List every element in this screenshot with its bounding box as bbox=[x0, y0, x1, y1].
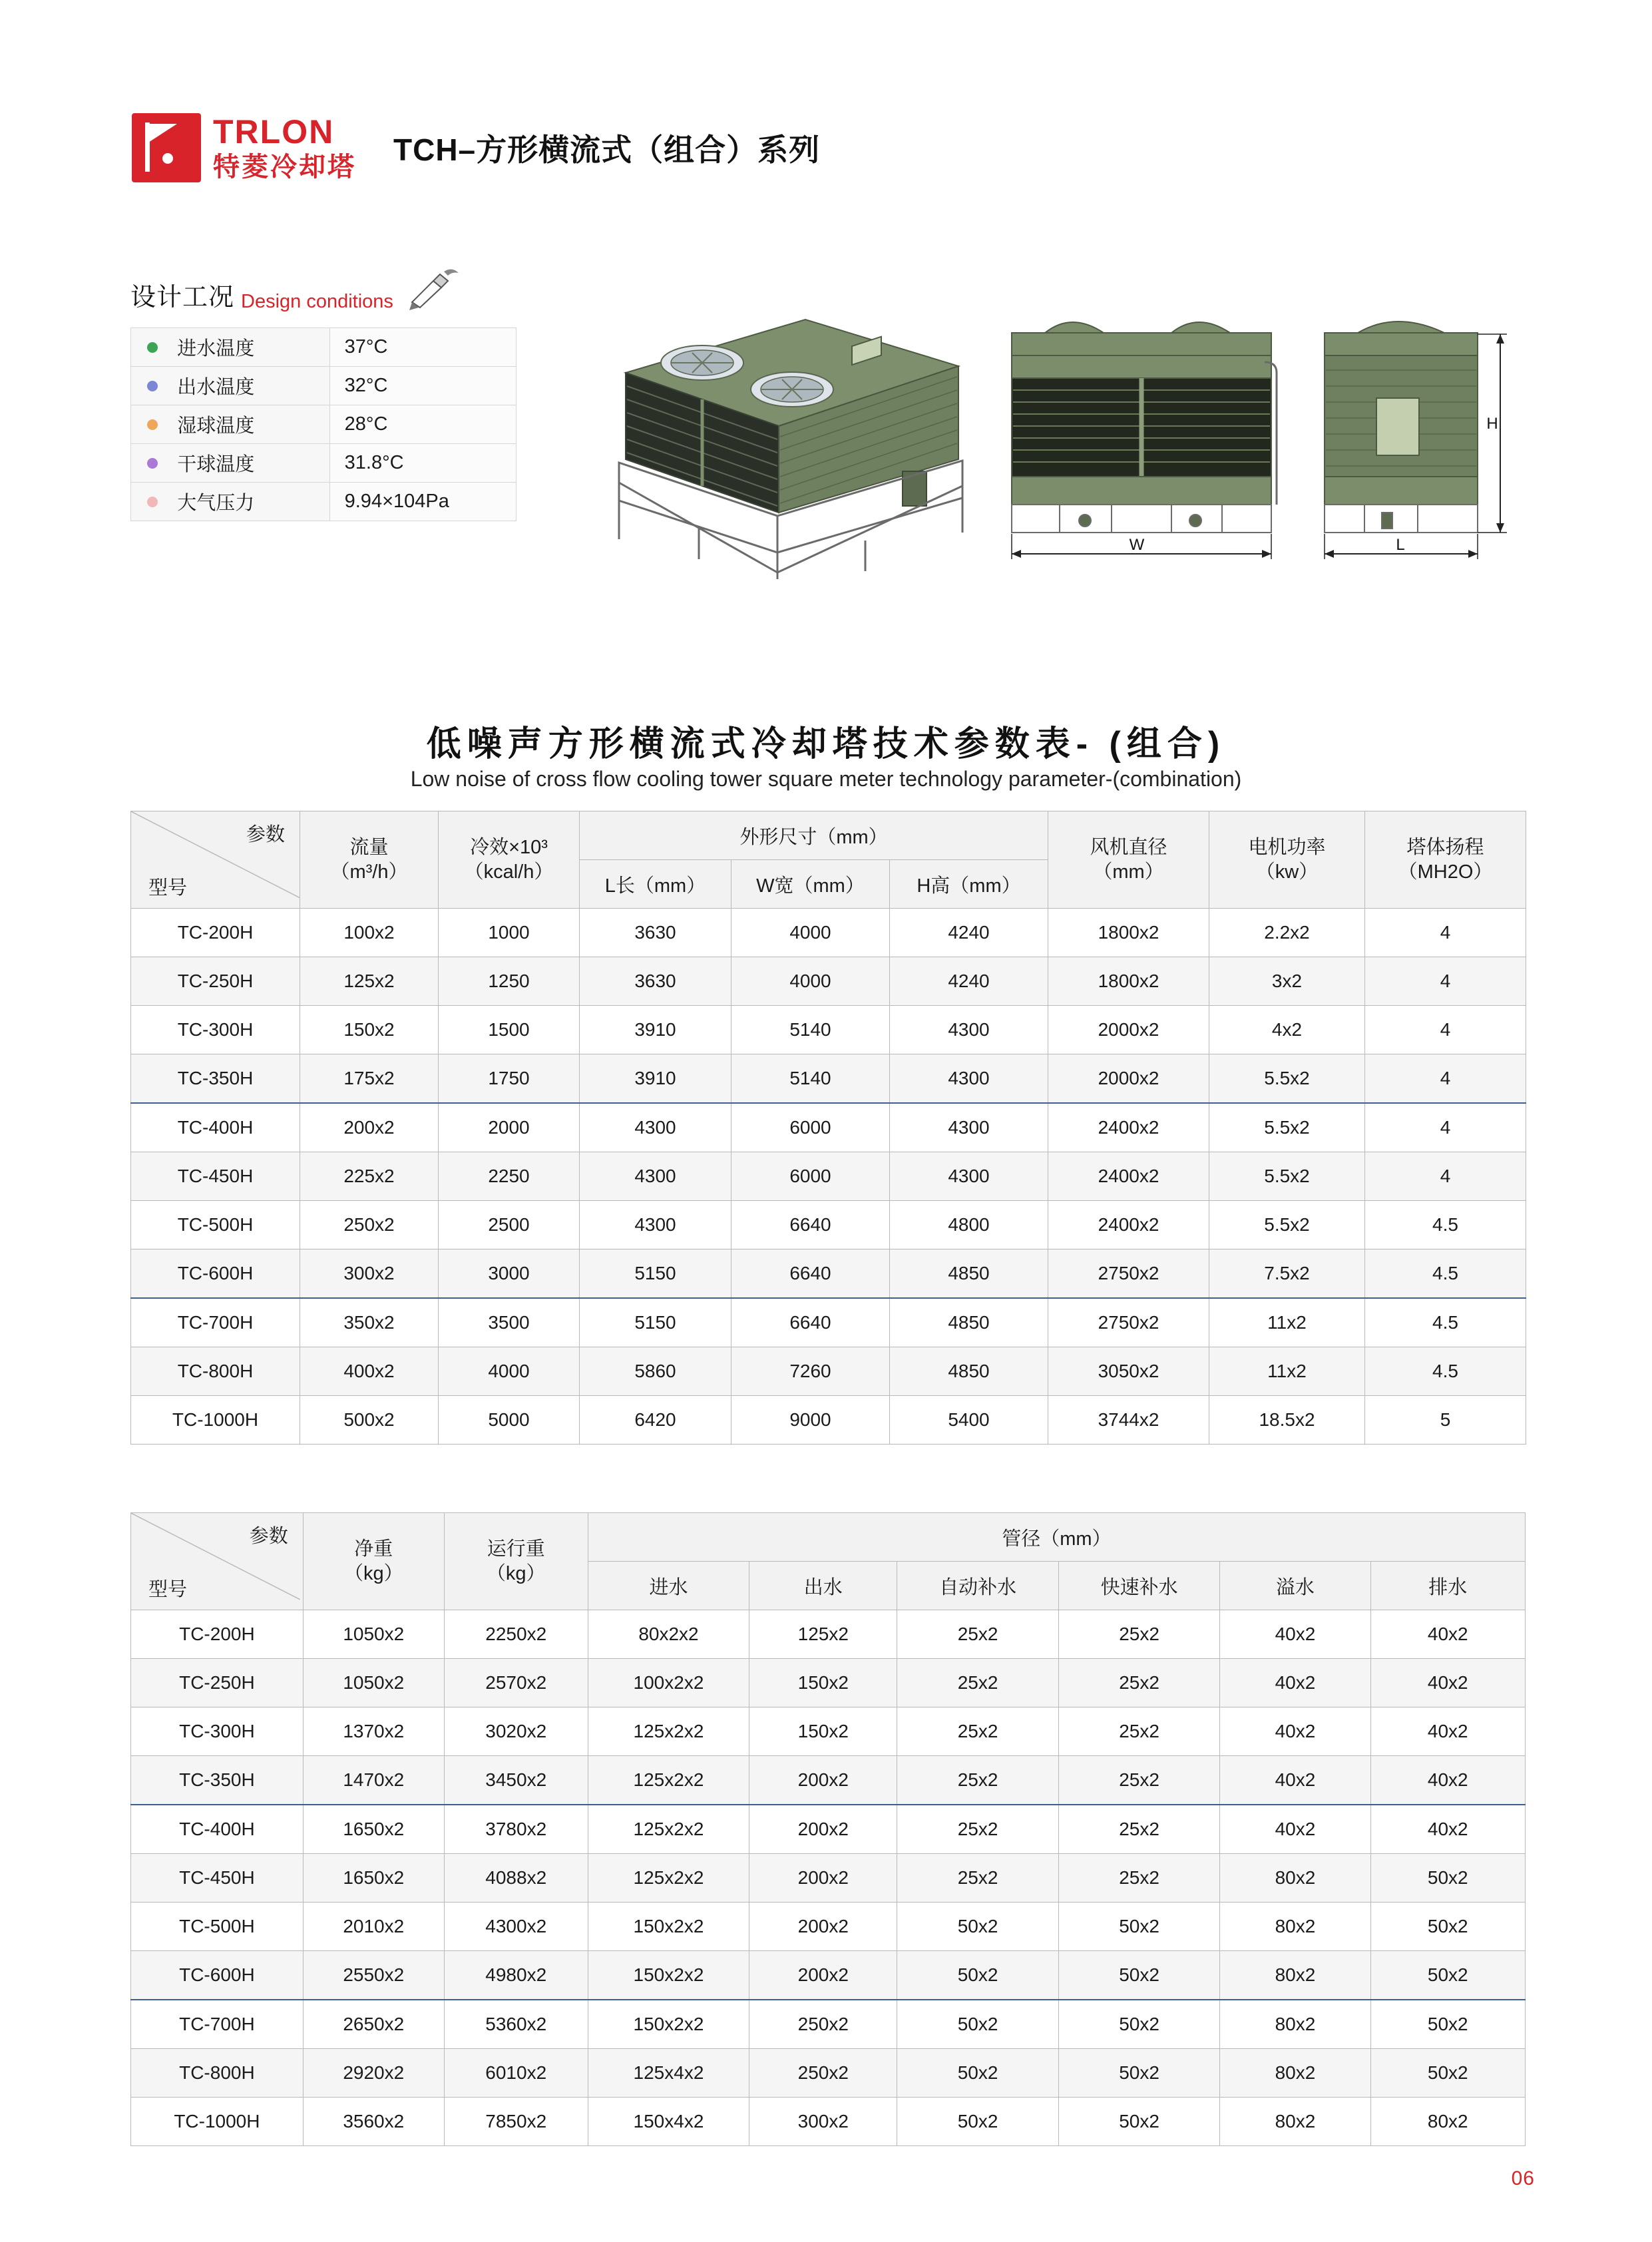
header-net-weight: 净重 （kg） bbox=[303, 1513, 444, 1610]
cell-drain: 50x2 bbox=[1370, 1903, 1525, 1951]
cell-model: TC-300H bbox=[131, 1707, 304, 1756]
cell-head: 4.5 bbox=[1365, 1249, 1526, 1299]
corner-param-label: 参数 bbox=[249, 1526, 288, 1547]
cell-outlet: 200x2 bbox=[749, 1756, 897, 1805]
cell-quick-fill: 25x2 bbox=[1058, 1610, 1220, 1659]
cell-auto-fill: 25x2 bbox=[897, 1707, 1059, 1756]
cell-motor: 11x2 bbox=[1209, 1347, 1365, 1396]
cell-cooling: 2250 bbox=[439, 1152, 580, 1201]
cell-dim-w: 6640 bbox=[731, 1298, 890, 1347]
condition-label: 大气压力 bbox=[173, 483, 329, 521]
cell-model: TC-500H bbox=[131, 1201, 300, 1249]
table-row bbox=[131, 1805, 1526, 1854]
table-row bbox=[131, 2098, 1526, 2146]
header-cooling: 冷效×10³ （kcal/h） bbox=[439, 811, 580, 909]
table-row bbox=[131, 1756, 1526, 1805]
cell-overflow: 40x2 bbox=[1220, 1805, 1370, 1854]
cell-fan: 2400x2 bbox=[1048, 1103, 1209, 1152]
header-quick-fill: 快速补水 bbox=[1058, 1562, 1220, 1610]
cell-head: 4.5 bbox=[1365, 1347, 1526, 1396]
table-row bbox=[131, 405, 516, 444]
cell-overflow: 40x2 bbox=[1220, 1659, 1370, 1707]
cell-dim-h: 4300 bbox=[890, 1152, 1048, 1201]
cell-outlet: 200x2 bbox=[749, 1951, 897, 2000]
svg-text:W: W bbox=[1129, 536, 1145, 554]
header-dimensions-group: 外形尺寸（mm） bbox=[580, 811, 1048, 860]
header-overflow: 溢水 bbox=[1220, 1562, 1370, 1610]
bullet-icon bbox=[131, 405, 174, 444]
cell-motor: 4x2 bbox=[1209, 1006, 1365, 1054]
cell-model: TC-1000H bbox=[131, 1396, 300, 1445]
table-row bbox=[131, 1201, 1526, 1249]
cell-overflow: 80x2 bbox=[1220, 1903, 1370, 1951]
cell-net-weight: 2920x2 bbox=[303, 2049, 444, 2098]
cell-outlet: 200x2 bbox=[749, 1854, 897, 1903]
condition-value: 28°C bbox=[329, 405, 516, 444]
cell-net-weight: 1370x2 bbox=[303, 1707, 444, 1756]
page-header bbox=[132, 113, 820, 182]
cell-model: TC-350H bbox=[131, 1054, 300, 1104]
cell-flow: 175x2 bbox=[300, 1054, 439, 1104]
condition-value: 9.94×104Pa bbox=[329, 483, 516, 521]
table-row bbox=[131, 1152, 1526, 1201]
cell-model: TC-800H bbox=[131, 2049, 304, 2098]
cell-dim-h: 5400 bbox=[890, 1396, 1048, 1445]
cell-cooling: 1750 bbox=[439, 1054, 580, 1104]
cell-head: 4 bbox=[1365, 909, 1526, 957]
design-conditions bbox=[130, 273, 570, 521]
cell-inlet: 80x2x2 bbox=[588, 1610, 749, 1659]
header-motor-power: 电机功率 （kw） bbox=[1209, 811, 1365, 909]
cell-dim-l: 3630 bbox=[580, 909, 731, 957]
cell-model: TC-800H bbox=[131, 1347, 300, 1396]
cell-cooling: 3500 bbox=[439, 1298, 580, 1347]
cell-drain: 50x2 bbox=[1370, 2049, 1525, 2098]
cell-fan: 1800x2 bbox=[1048, 957, 1209, 1006]
cell-dim-l: 3910 bbox=[580, 1054, 731, 1104]
header-fan-diameter: 风机直径 （mm） bbox=[1048, 811, 1209, 909]
cell-cooling: 5000 bbox=[439, 1396, 580, 1445]
cell-running-weight: 4300x2 bbox=[444, 1903, 588, 1951]
cell-flow: 300x2 bbox=[300, 1249, 439, 1299]
cell-head: 4 bbox=[1365, 1152, 1526, 1201]
cell-model: TC-400H bbox=[131, 1103, 300, 1152]
cell-flow: 400x2 bbox=[300, 1347, 439, 1396]
cell-dim-h: 4850 bbox=[890, 1249, 1048, 1299]
table-row bbox=[131, 1610, 1526, 1659]
cell-drain: 50x2 bbox=[1370, 2000, 1525, 2049]
cell-running-weight: 3780x2 bbox=[444, 1805, 588, 1854]
cell-fan: 2400x2 bbox=[1048, 1201, 1209, 1249]
cell-dim-w: 6000 bbox=[731, 1152, 890, 1201]
cell-motor: 18.5x2 bbox=[1209, 1396, 1365, 1445]
cell-quick-fill: 50x2 bbox=[1058, 2000, 1220, 2049]
corner-param-label: 参数 bbox=[246, 824, 285, 845]
cell-inlet: 125x4x2 bbox=[588, 2049, 749, 2098]
cell-quick-fill: 50x2 bbox=[1058, 1951, 1220, 2000]
table-row bbox=[131, 2049, 1526, 2098]
condition-label: 出水温度 bbox=[173, 367, 329, 405]
cell-cooling: 2500 bbox=[439, 1201, 580, 1249]
cell-fan: 2400x2 bbox=[1048, 1152, 1209, 1201]
bullet-icon bbox=[131, 328, 174, 367]
cell-dim-l: 5150 bbox=[580, 1249, 731, 1299]
table-row bbox=[131, 1854, 1526, 1903]
cell-motor: 2.2x2 bbox=[1209, 909, 1365, 957]
tower-side-elevation bbox=[1325, 322, 1507, 559]
cell-cooling: 1250 bbox=[439, 957, 580, 1006]
cell-model: TC-250H bbox=[131, 1659, 304, 1707]
cell-auto-fill: 25x2 bbox=[897, 1805, 1059, 1854]
design-conditions-table bbox=[130, 328, 516, 521]
page-title: TCH–方形横流式（组合）系列 bbox=[393, 132, 821, 167]
cell-overflow: 80x2 bbox=[1220, 2098, 1370, 2146]
cell-flow: 100x2 bbox=[300, 909, 439, 957]
cell-drain: 40x2 bbox=[1370, 1610, 1525, 1659]
cell-dim-w: 4000 bbox=[731, 957, 890, 1006]
cell-drain: 40x2 bbox=[1370, 1707, 1525, 1756]
header-dim-w: W宽（mm） bbox=[731, 860, 890, 909]
cell-outlet: 200x2 bbox=[749, 1805, 897, 1854]
cell-motor: 3x2 bbox=[1209, 957, 1365, 1006]
cell-overflow: 80x2 bbox=[1220, 1854, 1370, 1903]
cell-quick-fill: 50x2 bbox=[1058, 1903, 1220, 1951]
bullet-icon bbox=[131, 367, 174, 405]
cell-running-weight: 6010x2 bbox=[444, 2049, 588, 2098]
cell-motor: 5.5x2 bbox=[1209, 1201, 1365, 1249]
cell-auto-fill: 50x2 bbox=[897, 1903, 1059, 1951]
cell-model: TC-600H bbox=[131, 1249, 300, 1299]
cell-cooling: 1000 bbox=[439, 909, 580, 957]
cell-quick-fill: 25x2 bbox=[1058, 1805, 1220, 1854]
cell-drain: 40x2 bbox=[1370, 1805, 1525, 1854]
condition-value: 31.8°C bbox=[329, 444, 516, 483]
cell-head: 4 bbox=[1365, 957, 1526, 1006]
cell-motor: 5.5x2 bbox=[1209, 1152, 1365, 1201]
table-row bbox=[131, 328, 516, 367]
svg-text:H: H bbox=[1486, 415, 1498, 433]
cell-dim-w: 9000 bbox=[731, 1396, 890, 1445]
cell-model: TC-350H bbox=[131, 1756, 304, 1805]
cell-net-weight: 1470x2 bbox=[303, 1756, 444, 1805]
cell-fan: 1800x2 bbox=[1048, 909, 1209, 957]
cell-quick-fill: 25x2 bbox=[1058, 1854, 1220, 1903]
cell-dim-w: 5140 bbox=[731, 1006, 890, 1054]
header-tower-head: 塔体扬程 （MH2O） bbox=[1365, 811, 1526, 909]
cell-model: TC-250H bbox=[131, 957, 300, 1006]
cell-dim-w: 5140 bbox=[731, 1054, 890, 1104]
cell-head: 4 bbox=[1365, 1006, 1526, 1054]
cell-inlet: 150x2x2 bbox=[588, 2000, 749, 2049]
cell-outlet: 150x2 bbox=[749, 1707, 897, 1756]
condition-label: 干球温度 bbox=[173, 444, 329, 483]
table-row bbox=[131, 483, 516, 521]
cell-model: TC-700H bbox=[131, 2000, 304, 2049]
cell-motor: 5.5x2 bbox=[1209, 1103, 1365, 1152]
cell-flow: 200x2 bbox=[300, 1103, 439, 1152]
cell-quick-fill: 25x2 bbox=[1058, 1707, 1220, 1756]
corner-model-label: 型号 bbox=[148, 1579, 188, 1600]
cell-flow: 250x2 bbox=[300, 1201, 439, 1249]
cell-dim-l: 3910 bbox=[580, 1006, 731, 1054]
brand-name-en: TRLON bbox=[213, 113, 335, 150]
cell-drain: 50x2 bbox=[1370, 1854, 1525, 1903]
cell-outlet: 125x2 bbox=[749, 1610, 897, 1659]
cell-motor: 7.5x2 bbox=[1209, 1249, 1365, 1299]
cell-drain: 50x2 bbox=[1370, 1951, 1525, 2000]
cell-cooling: 3000 bbox=[439, 1249, 580, 1299]
brand-logo bbox=[132, 113, 356, 182]
svg-text:L: L bbox=[1396, 536, 1405, 554]
logo-flag-icon bbox=[132, 113, 201, 182]
cell-outlet: 300x2 bbox=[749, 2098, 897, 2146]
cell-inlet: 125x2x2 bbox=[588, 1756, 749, 1805]
cell-dim-h: 4300 bbox=[890, 1103, 1048, 1152]
brand-name-cn: 特菱冷却塔 bbox=[213, 152, 356, 182]
cell-running-weight: 3020x2 bbox=[444, 1707, 588, 1756]
table-row bbox=[131, 1707, 1526, 1756]
cell-cooling: 1500 bbox=[439, 1006, 580, 1054]
header-pipe-group: 管径（mm） bbox=[588, 1513, 1525, 1562]
page-number: 06 bbox=[1511, 2167, 1535, 2189]
cell-quick-fill: 25x2 bbox=[1058, 1756, 1220, 1805]
table-row bbox=[131, 1347, 1526, 1396]
product-illustrations bbox=[586, 293, 1531, 579]
tower-front-elevation bbox=[1012, 322, 1277, 559]
cell-dim-l: 4300 bbox=[580, 1152, 731, 1201]
cell-flow: 500x2 bbox=[300, 1396, 439, 1445]
header-outlet: 出水 bbox=[749, 1562, 897, 1610]
cell-net-weight: 1650x2 bbox=[303, 1805, 444, 1854]
cell-auto-fill: 50x2 bbox=[897, 2098, 1059, 2146]
cell-model: TC-200H bbox=[131, 1610, 304, 1659]
cell-net-weight: 2010x2 bbox=[303, 1903, 444, 1951]
spec-table-weights-pipes bbox=[130, 1512, 1526, 2146]
cell-flow: 225x2 bbox=[300, 1152, 439, 1201]
cell-head: 4 bbox=[1365, 1054, 1526, 1104]
cell-quick-fill: 50x2 bbox=[1058, 2049, 1220, 2098]
cell-head: 4 bbox=[1365, 1103, 1526, 1152]
cell-cooling: 4000 bbox=[439, 1347, 580, 1396]
cell-running-weight: 4088x2 bbox=[444, 1854, 588, 1903]
cell-dim-h: 4240 bbox=[890, 957, 1048, 1006]
condition-label: 湿球温度 bbox=[173, 405, 329, 444]
cell-auto-fill: 50x2 bbox=[897, 2000, 1059, 2049]
cell-outlet: 250x2 bbox=[749, 2000, 897, 2049]
table-row bbox=[131, 1103, 1526, 1152]
cell-inlet: 150x2x2 bbox=[588, 1903, 749, 1951]
condition-value: 37°C bbox=[329, 328, 516, 367]
cell-dim-l: 4300 bbox=[580, 1103, 731, 1152]
table-row bbox=[131, 957, 1526, 1006]
condition-label: 进水温度 bbox=[173, 328, 329, 367]
cell-cooling: 2000 bbox=[439, 1103, 580, 1152]
cell-dim-w: 6640 bbox=[731, 1201, 890, 1249]
cell-net-weight: 2650x2 bbox=[303, 2000, 444, 2049]
cell-head: 4.5 bbox=[1365, 1201, 1526, 1249]
header-flow: 流量 （m³/h） bbox=[300, 811, 439, 909]
table-row bbox=[131, 2000, 1526, 2049]
cell-running-weight: 7850x2 bbox=[444, 2098, 588, 2146]
design-conditions-title-cn: 设计工况 bbox=[130, 284, 235, 312]
cell-outlet: 150x2 bbox=[749, 1659, 897, 1707]
cell-flow: 350x2 bbox=[300, 1298, 439, 1347]
cell-drain: 80x2 bbox=[1370, 2098, 1525, 2146]
cell-overflow: 40x2 bbox=[1220, 1610, 1370, 1659]
cell-outlet: 250x2 bbox=[749, 2049, 897, 2098]
cell-head: 4.5 bbox=[1365, 1298, 1526, 1347]
tower-3d-view bbox=[619, 320, 962, 579]
cell-fan: 2000x2 bbox=[1048, 1054, 1209, 1104]
table-row bbox=[131, 1396, 1526, 1445]
cell-running-weight: 5360x2 bbox=[444, 2000, 588, 2049]
header-inlet: 进水 bbox=[588, 1562, 749, 1610]
header-drain: 排水 bbox=[1370, 1562, 1525, 1610]
header-dim-l: L长（mm） bbox=[580, 860, 731, 909]
cell-drain: 40x2 bbox=[1370, 1659, 1525, 1707]
cell-auto-fill: 25x2 bbox=[897, 1756, 1059, 1805]
corner-model-label: 型号 bbox=[148, 877, 188, 899]
cell-dim-h: 4850 bbox=[890, 1298, 1048, 1347]
cell-outlet: 200x2 bbox=[749, 1903, 897, 1951]
cell-running-weight: 4980x2 bbox=[444, 1951, 588, 2000]
cell-dim-w: 7260 bbox=[731, 1347, 890, 1396]
cell-model: TC-200H bbox=[131, 909, 300, 957]
header-dim-h: H高（mm） bbox=[890, 860, 1048, 909]
table-row bbox=[131, 909, 1526, 957]
cell-head: 5 bbox=[1365, 1396, 1526, 1445]
cell-net-weight: 1650x2 bbox=[303, 1854, 444, 1903]
cell-dim-h: 4240 bbox=[890, 909, 1048, 957]
section-title-cn: 低噪声方形横流式冷却塔技术参数表- (组合) bbox=[426, 725, 1226, 764]
cell-motor: 11x2 bbox=[1209, 1298, 1365, 1347]
cell-inlet: 100x2x2 bbox=[588, 1659, 749, 1707]
cell-net-weight: 1050x2 bbox=[303, 1659, 444, 1707]
cell-auto-fill: 25x2 bbox=[897, 1854, 1059, 1903]
cell-overflow: 80x2 bbox=[1220, 2000, 1370, 2049]
cell-dim-w: 4000 bbox=[731, 909, 890, 957]
table-row bbox=[131, 444, 516, 483]
header-auto-fill: 自动补水 bbox=[897, 1562, 1059, 1610]
table-row bbox=[131, 367, 516, 405]
cell-auto-fill: 25x2 bbox=[897, 1659, 1059, 1707]
table-row bbox=[131, 1951, 1526, 2000]
cell-model: TC-450H bbox=[131, 1854, 304, 1903]
table-row bbox=[131, 1298, 1526, 1347]
cell-model: TC-700H bbox=[131, 1298, 300, 1347]
table-corner-header bbox=[131, 811, 300, 909]
cell-dim-l: 5150 bbox=[580, 1298, 731, 1347]
cell-dim-h: 4800 bbox=[890, 1201, 1048, 1249]
cell-dim-l: 5860 bbox=[580, 1347, 731, 1396]
cell-model: TC-400H bbox=[131, 1805, 304, 1854]
table-row bbox=[131, 1006, 1526, 1054]
cell-dim-l: 6420 bbox=[580, 1396, 731, 1445]
table-corner-header bbox=[131, 1513, 304, 1610]
cell-model: TC-450H bbox=[131, 1152, 300, 1201]
cell-net-weight: 2550x2 bbox=[303, 1951, 444, 2000]
bullet-icon bbox=[131, 444, 174, 483]
cell-auto-fill: 50x2 bbox=[897, 1951, 1059, 2000]
cell-overflow: 40x2 bbox=[1220, 1756, 1370, 1805]
cell-motor: 5.5x2 bbox=[1209, 1054, 1365, 1104]
cell-dim-h: 4850 bbox=[890, 1347, 1048, 1396]
cell-running-weight: 3450x2 bbox=[444, 1756, 588, 1805]
cell-dim-w: 6000 bbox=[731, 1103, 890, 1152]
cell-drain: 40x2 bbox=[1370, 1756, 1525, 1805]
cell-inlet: 150x4x2 bbox=[588, 2098, 749, 2146]
cell-quick-fill: 50x2 bbox=[1058, 2098, 1220, 2146]
design-conditions-title-en: Design conditions bbox=[241, 291, 393, 312]
condition-value: 32°C bbox=[329, 367, 516, 405]
cell-fan: 2750x2 bbox=[1048, 1298, 1209, 1347]
cell-inlet: 150x2x2 bbox=[588, 1951, 749, 2000]
cell-inlet: 125x2x2 bbox=[588, 1854, 749, 1903]
cell-overflow: 80x2 bbox=[1220, 2049, 1370, 2098]
cell-model: TC-300H bbox=[131, 1006, 300, 1054]
spec-table-dimensions bbox=[130, 811, 1526, 1445]
cell-auto-fill: 50x2 bbox=[897, 2049, 1059, 2098]
cell-fan: 2750x2 bbox=[1048, 1249, 1209, 1299]
pencil-icon bbox=[404, 273, 457, 313]
cell-overflow: 80x2 bbox=[1220, 1951, 1370, 2000]
cell-model: TC-1000H bbox=[131, 2098, 304, 2146]
cell-net-weight: 3560x2 bbox=[303, 2098, 444, 2146]
cell-model: TC-500H bbox=[131, 1903, 304, 1951]
cell-fan: 2000x2 bbox=[1048, 1006, 1209, 1054]
cell-fan: 3050x2 bbox=[1048, 1347, 1209, 1396]
cell-flow: 150x2 bbox=[300, 1006, 439, 1054]
table-row bbox=[131, 1249, 1526, 1299]
bullet-icon bbox=[131, 483, 174, 521]
cell-running-weight: 2250x2 bbox=[444, 1610, 588, 1659]
cell-inlet: 125x2x2 bbox=[588, 1805, 749, 1854]
table-row bbox=[131, 1054, 1526, 1104]
cell-flow: 125x2 bbox=[300, 957, 439, 1006]
cell-running-weight: 2570x2 bbox=[444, 1659, 588, 1707]
cell-dim-h: 4300 bbox=[890, 1054, 1048, 1104]
section-title-en: Low noise of cross flow cooling tower square meter technology parameter-(combination) bbox=[410, 767, 1242, 791]
cell-dim-l: 3630 bbox=[580, 957, 731, 1006]
cell-dim-h: 4300 bbox=[890, 1006, 1048, 1054]
cell-inlet: 125x2x2 bbox=[588, 1707, 749, 1756]
table-row bbox=[131, 1659, 1526, 1707]
header-running-weight: 运行重 （kg） bbox=[444, 1513, 588, 1610]
cell-net-weight: 1050x2 bbox=[303, 1610, 444, 1659]
cell-overflow: 40x2 bbox=[1220, 1707, 1370, 1756]
table-row bbox=[131, 1903, 1526, 1951]
cell-model: TC-600H bbox=[131, 1951, 304, 2000]
cell-dim-l: 4300 bbox=[580, 1201, 731, 1249]
cell-fan: 3744x2 bbox=[1048, 1396, 1209, 1445]
cell-quick-fill: 25x2 bbox=[1058, 1659, 1220, 1707]
cell-dim-w: 6640 bbox=[731, 1249, 890, 1299]
cell-auto-fill: 25x2 bbox=[897, 1610, 1059, 1659]
